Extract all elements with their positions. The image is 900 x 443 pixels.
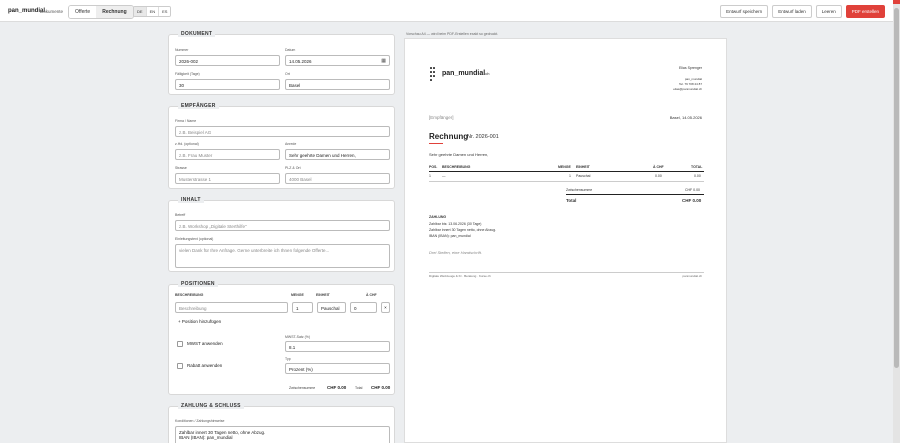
section-label: Dokumente <box>40 9 64 14</box>
td-total: 0.00 <box>694 174 701 178</box>
a4-preview <box>404 38 727 443</box>
th-pos: POS. <box>429 165 438 169</box>
payment-heading: ZAHLUNG <box>429 215 447 219</box>
scrollbar-thumb[interactable] <box>894 8 899 368</box>
section-empfaenger <box>168 103 395 189</box>
position-menge-input[interactable]: 1 <box>292 302 313 313</box>
place-date: Basel, 14.05.2026 <box>669 115 702 120</box>
lang-en[interactable]: EN <box>147 7 160 16</box>
betreff-input[interactable]: z.B. Workshop „Digitale Sterthilfe" <box>175 220 390 231</box>
mwst-satz-input[interactable]: 8.1 <box>285 341 390 352</box>
section-positionen-title: POSITIONEN <box>178 281 218 287</box>
document-title: Rechnung <box>429 132 469 141</box>
title-underline <box>429 143 443 144</box>
col-beschreibung: BESCHREIBUNG <box>175 293 204 297</box>
corner-accent <box>893 0 900 4</box>
td-beschreibung: — <box>442 174 446 178</box>
lang-de[interactable]: DE <box>134 7 147 16</box>
einleitung-label: Einleitungstext (optional) <box>175 237 214 241</box>
zhd-input[interactable]: z.B. Frau Muster <box>175 149 280 160</box>
salutation: Sehr geehrte Damen und Herren, <box>429 152 489 157</box>
konditionen-label: Konditionen / Zahlungshinweise <box>175 419 225 423</box>
section-zahlung-title: ZAHLUNG & SCHLUSS <box>178 403 244 409</box>
rabatt-label: Rabatt anwenden <box>187 363 223 368</box>
td-pos: 1 <box>429 174 431 178</box>
calendar-icon[interactable]: ▦ <box>381 58 386 64</box>
col-menge: MENGE <box>291 293 304 297</box>
total-rule <box>566 194 704 195</box>
lang-es[interactable]: ES <box>159 7 170 16</box>
clear-button[interactable]: Leeren <box>816 5 842 18</box>
add-position-button[interactable]: + Position hinzufügen <box>178 319 222 324</box>
strasse-input[interactable]: Musterstrasse 1 <box>175 173 280 184</box>
datum-label: Datum <box>285 48 296 52</box>
section-inhalt <box>168 197 395 272</box>
zwischensumme-label: Zwischensumme <box>289 386 316 390</box>
total-value: CHF 0.00 <box>371 385 391 390</box>
table-row-rule <box>429 181 704 182</box>
close-icon: × <box>384 305 387 310</box>
anrede-input[interactable]: Sehr geehrte Damen und Herren, <box>285 149 390 160</box>
th-chf: À CHF <box>653 165 664 169</box>
preview-total-label: Total <box>566 198 577 203</box>
anrede-label: Anrede <box>285 142 297 146</box>
position-chf-input[interactable]: 0 <box>350 302 377 313</box>
table-header-rule <box>429 171 704 172</box>
mwst-checkbox[interactable] <box>177 341 183 347</box>
section-positionen <box>168 281 395 395</box>
payment-line-2: Zahlbar innert 30 Tagen netto, ohne Abzug. <box>429 228 497 232</box>
payment-line-3: IBAN (IBAN): pan_mundial <box>429 234 471 238</box>
tab-rechnung[interactable]: Rechnung <box>96 6 132 18</box>
remove-position-button[interactable] <box>381 302 390 313</box>
sender-name: Elias Sprenger <box>679 66 702 70</box>
preview-note: Vorschau A4 — wird beim PDF-Erstellen exakt so gedruckt. <box>406 32 499 36</box>
td-chf: 0.00 <box>655 174 662 178</box>
recipient-placeholder: [Empfänger] <box>429 115 454 120</box>
th-beschreibung: BESCHREIBUNG <box>442 165 471 169</box>
preview-total-value: CHF 0.00 <box>682 198 702 203</box>
ort-label: Ort <box>285 72 290 76</box>
nummer-label: Nummer <box>175 48 189 52</box>
section-dokument <box>168 31 395 95</box>
mwst-satz-label: MWST-Satz (%) <box>285 335 311 339</box>
sender-line-3: elias@panmundial.ch <box>673 87 702 91</box>
zhd-label: z.Hd. (optional) <box>175 142 199 146</box>
footer-left: Digitale Werkzeuge & KI · Beratung · Kurse ch <box>429 274 491 278</box>
preview-subtotal-label: Zwischensumme <box>566 188 593 192</box>
betreff-label: Betreff <box>175 213 186 217</box>
brand-logo: pan_mundial <box>8 8 46 14</box>
faelligkeit-label: Fälligkeit (Tage) <box>175 72 200 76</box>
footer-rule <box>429 272 704 273</box>
create-pdf-button[interactable]: PDF erstellen <box>846 5 885 18</box>
logo-mark-icon <box>430 67 438 81</box>
nummer-input[interactable]: 2026-002 <box>175 55 280 66</box>
language-switch <box>133 6 171 17</box>
position-beschreibung-input[interactable]: Beschreibung <box>175 302 288 313</box>
section-zahlung <box>168 403 395 443</box>
footer-right: panmundial.ch <box>682 274 702 278</box>
tab-offerte[interactable]: Offerte <box>69 6 96 18</box>
datum-value: 14.05.2026 <box>289 59 312 64</box>
faelligkeit-input[interactable]: 30 <box>175 79 280 90</box>
datum-input[interactable] <box>285 55 390 66</box>
th-menge: MENGE <box>558 165 571 169</box>
logo-text: pan_mundialch <box>442 70 490 77</box>
scrollbar[interactable] <box>893 0 900 443</box>
total-label: Total <box>355 386 363 390</box>
section-inhalt-title: INHALT <box>178 197 204 203</box>
konditionen-textarea[interactable]: Zahlbar innert 30 Tagen netto, ohne Abzug. IBAN (IBAN): pan_mundial <box>175 426 390 443</box>
ort-input[interactable]: Basel <box>285 79 390 90</box>
load-draft-button[interactable]: Entwurf laden <box>772 5 812 18</box>
save-draft-button[interactable]: Entwurf speichern <box>720 5 768 18</box>
preview-subtotal-value: CHF 0.00 <box>685 188 700 192</box>
mwst-label: MWST anwenden <box>187 341 223 346</box>
firma-label: Firma / Name <box>175 119 197 123</box>
document-number: Nr. 2026-001 <box>467 134 499 140</box>
closing-line: Drei Stellen, eine Handschrift. <box>429 250 482 255</box>
position-einheit-input[interactable]: Pauschal <box>317 302 346 313</box>
sender-line-2: Tel. 79 708 24 87 <box>678 82 702 86</box>
firma-input[interactable]: z.B. Beispiel AG <box>175 126 390 137</box>
sender-line-1: pan_mundial <box>684 77 702 81</box>
section-empfaenger-title: EMPFÄNGER <box>178 103 219 109</box>
td-einheit: Pauschal <box>576 174 591 178</box>
strasse-label: Strasse <box>175 166 187 170</box>
typ-select[interactable]: Prozent (%) <box>285 363 390 374</box>
doc-type-tabs <box>68 5 134 19</box>
col-chf: À CHF <box>366 293 377 297</box>
typ-label: Typ <box>285 357 291 361</box>
rabatt-checkbox[interactable] <box>177 363 183 369</box>
payment-line-1: Zahlbar bis: 13.06.2026 (30 Tage) <box>429 222 482 226</box>
section-dokument-title: DOKUMENT <box>178 31 215 37</box>
plz-input[interactable]: 4000 Basel <box>285 173 390 184</box>
plz-label: PLZ & Ort <box>285 166 301 170</box>
col-einheit: EINHEIT <box>316 293 330 297</box>
th-einheit: EINHEIT <box>576 165 590 169</box>
td-menge: 1 <box>569 174 571 178</box>
einleitung-textarea[interactable]: vielen Dank für Ihre Anfrage. Gerne unterbreite ich Ihnen folgende Offerte... <box>175 244 390 268</box>
zwischensumme-value: CHF 0.00 <box>327 385 347 390</box>
top-bar <box>0 0 893 22</box>
toolbar-actions <box>720 5 885 18</box>
th-total: TOTAL <box>691 165 703 169</box>
